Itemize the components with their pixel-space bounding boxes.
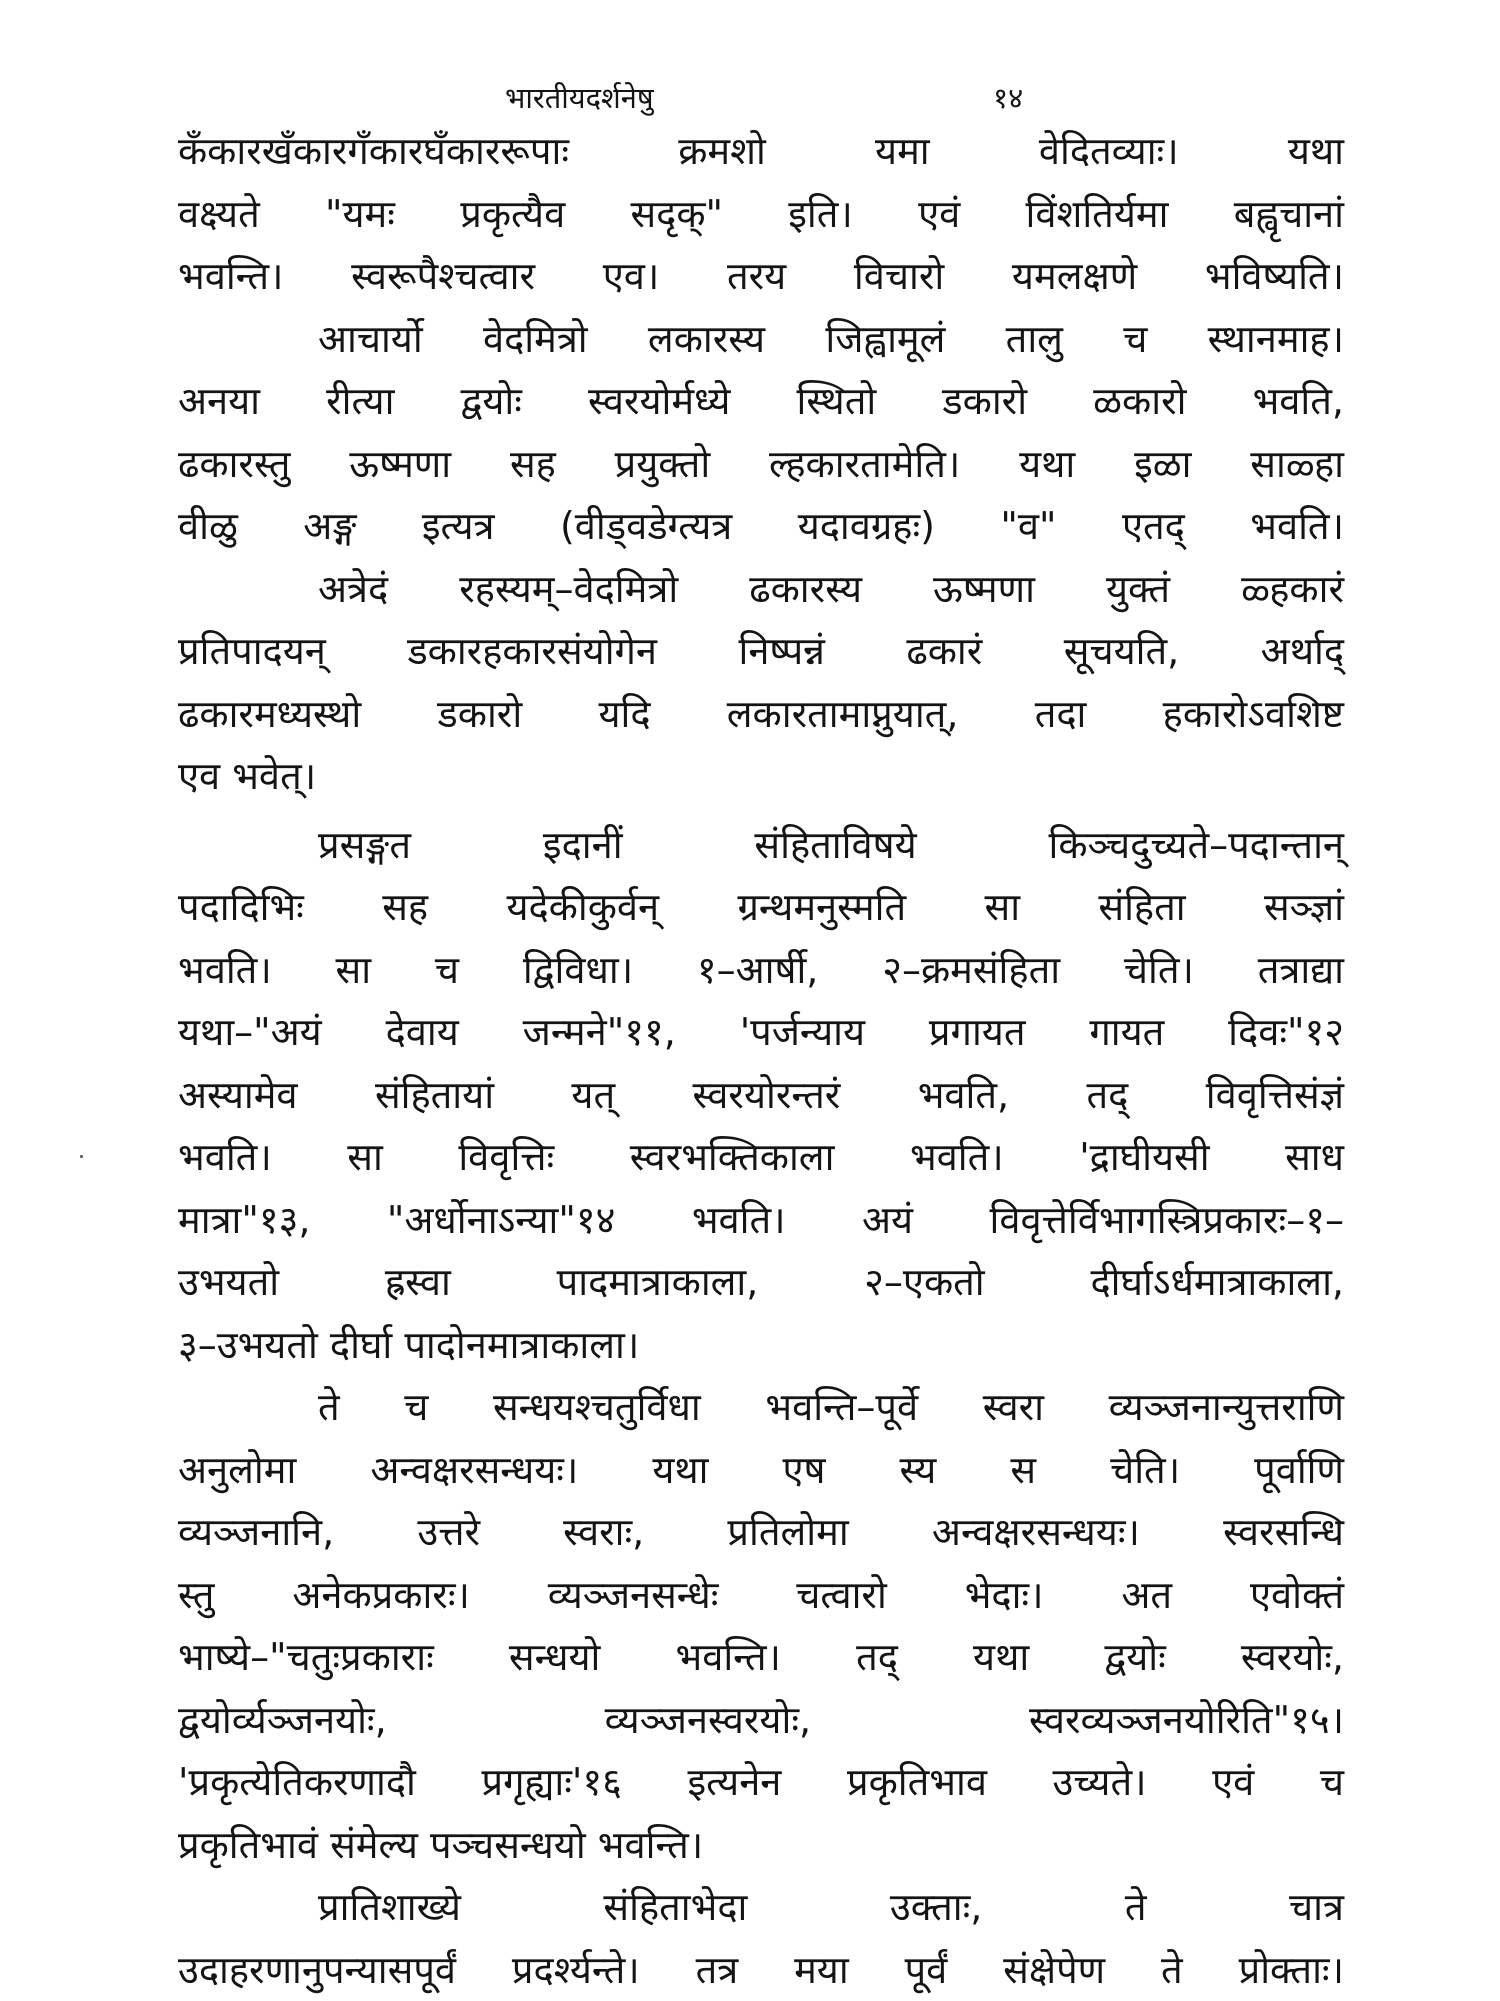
scan-speck: [80, 1155, 83, 1158]
text-line: भवति। सा विवृत्तिः स्वरभक्तिकाला भवति। 'द्राघीयसी साध: [178, 1126, 1344, 1189]
text-line: ढकारमध्यस्थो डकारो यदि लकारतामाप्नुयात्, तदा हकारोऽवशिष्ट: [178, 683, 1344, 746]
text-line: अनुलोमा अन्वक्षरसन्धयः। यथा एष स्य स चेति। पूर्वाणि: [178, 1439, 1344, 1502]
text-line: ढकारस्तु ऊष्मणा सह प्रयुक्तो ल्हकारतामेति। यथा इळा साळ्हा: [178, 433, 1344, 496]
text-line: वीळु अङ्ग इत्यत्र (वीड्वडेग्त्यत्र यदावग्रहः) "व" एतद् भवति।: [178, 495, 1344, 558]
paragraph-first-line: अत्रेदं रहस्यम्–वेदमित्रो ढकारस्य ऊष्मणा युक्तं ळ्हकारं: [178, 558, 1344, 621]
text-line: भाष्ये–"चतुःप्रकाराः सन्धयो भवन्ति। तद् यथा द्वयोः स्वरयोः,: [178, 1626, 1344, 1689]
text-line: व्यञ्जनानि, उत्तरे स्वराः, प्रतिलोमा अन्वक्षरसन्धयः। स्वरसन्धि: [178, 1501, 1344, 1564]
text-line: उदाहरणानुपन्यासपूर्वं प्रदर्श्यन्ते। तत्र मया पूर्वं संक्षेपेण ते प्रोक्ताः।: [178, 1939, 1344, 2001]
paragraph-first-line: आचार्यो वेदमित्रो लकारस्य जिह्वामूलं तालु च स्थानमाह।: [178, 308, 1344, 371]
text-line: यथा–"अयं देवाय जन्मने"११, 'पर्जन्याय प्रगायत गायत दिवः"१२: [178, 1001, 1344, 1064]
text-line: स्तु अनेकप्रकारः। व्यञ्जनसन्धेः चत्वारो भेदाः। अत एवोक्तं: [178, 1564, 1344, 1627]
text-line: अनया रीत्या द्वयोः स्वरयोर्मध्ये स्थितो डकारो ळकारो भवति,: [178, 370, 1344, 433]
text-line: मात्रा"१३, "अर्धोनाऽन्या"१४ भवति। अयं विवृत्तेर्विभागस्त्रिप्रकारः–१–: [178, 1189, 1344, 1252]
text-line: 'प्रकृत्येतिकरणादौ प्रगृह्याः'१६ इत्यनेन प्रकृतिभाव उच्यते। एवं च: [178, 1751, 1344, 1814]
text-line: कँकारखँकारगँकारघँकाररूपाः क्रमशो यमा वेदितव्याः। यथा: [178, 120, 1344, 183]
text-line: भवन्ति। स्वरूपैश्चत्वार एव। तरय विचारो यमलक्षणे भविष्यति।: [178, 245, 1344, 308]
paragraph-first-line: प्रातिशाख्ये संहिताभेदा उक्ताः, ते चात्र: [178, 1876, 1344, 1939]
page-number: १४: [993, 78, 1023, 118]
running-title: भारतीयदर्शनेषु: [505, 78, 654, 118]
text-line: भवति। सा च द्विविधा। १–आर्षी, २–क्रमसंहिता चेति। तत्राद्या: [178, 939, 1344, 1002]
text-line: अस्यामेव संहितायां यत् स्वरयोरन्तरं भवति, तद् विवृत्तिसंज्ञं: [178, 1064, 1344, 1127]
body-text: [178, 120, 1344, 2001]
paragraph-last-line: ३–उभयतो दीर्घा पादोनमात्राकाला।: [178, 1314, 1344, 1377]
page-header: [505, 78, 1065, 118]
text-line: वक्ष्यते "यमः प्रकृत्यैव सदृक्" इति। एवं विंशतिर्यमा बह्वृचानां: [178, 183, 1344, 246]
text-line: द्वयोर्व्यञ्जनयोः, व्यञ्जनस्वरयोः, स्वरव्यञ्जनयोरिति"१५।: [178, 1689, 1344, 1752]
paragraph-last-line: एव भवेत्।: [178, 745, 1344, 808]
paragraph-first-line: प्रसङ्गत इदानीं संहिताविषये किञ्चदुच्यते–पदान्तान्: [178, 814, 1344, 877]
paragraph-last-line: प्रकृतिभावं संमेल्य पञ्चसन्धयो भवन्ति।: [178, 1814, 1344, 1877]
text-line: पदादिभिः सह यदेकीकुर्वन् ग्रन्थमनुस्मति सा संहिता सञ्ज्ञां: [178, 876, 1344, 939]
paragraph-first-line: ते च सन्धयश्चतुर्विधा भवन्ति–पूर्वे स्वरा व्यञ्जनान्युत्तराणि: [178, 1376, 1344, 1439]
text-line: प्रतिपादयन् डकारहकारसंयोगेन निष्पन्नं ढकारं सूचयति, अर्थाद्: [178, 620, 1344, 683]
text-line: उभयतो ह्रस्वा पादमात्राकाला, २–एकतो दीर्घाऽर्धमात्राकाला,: [178, 1251, 1344, 1314]
